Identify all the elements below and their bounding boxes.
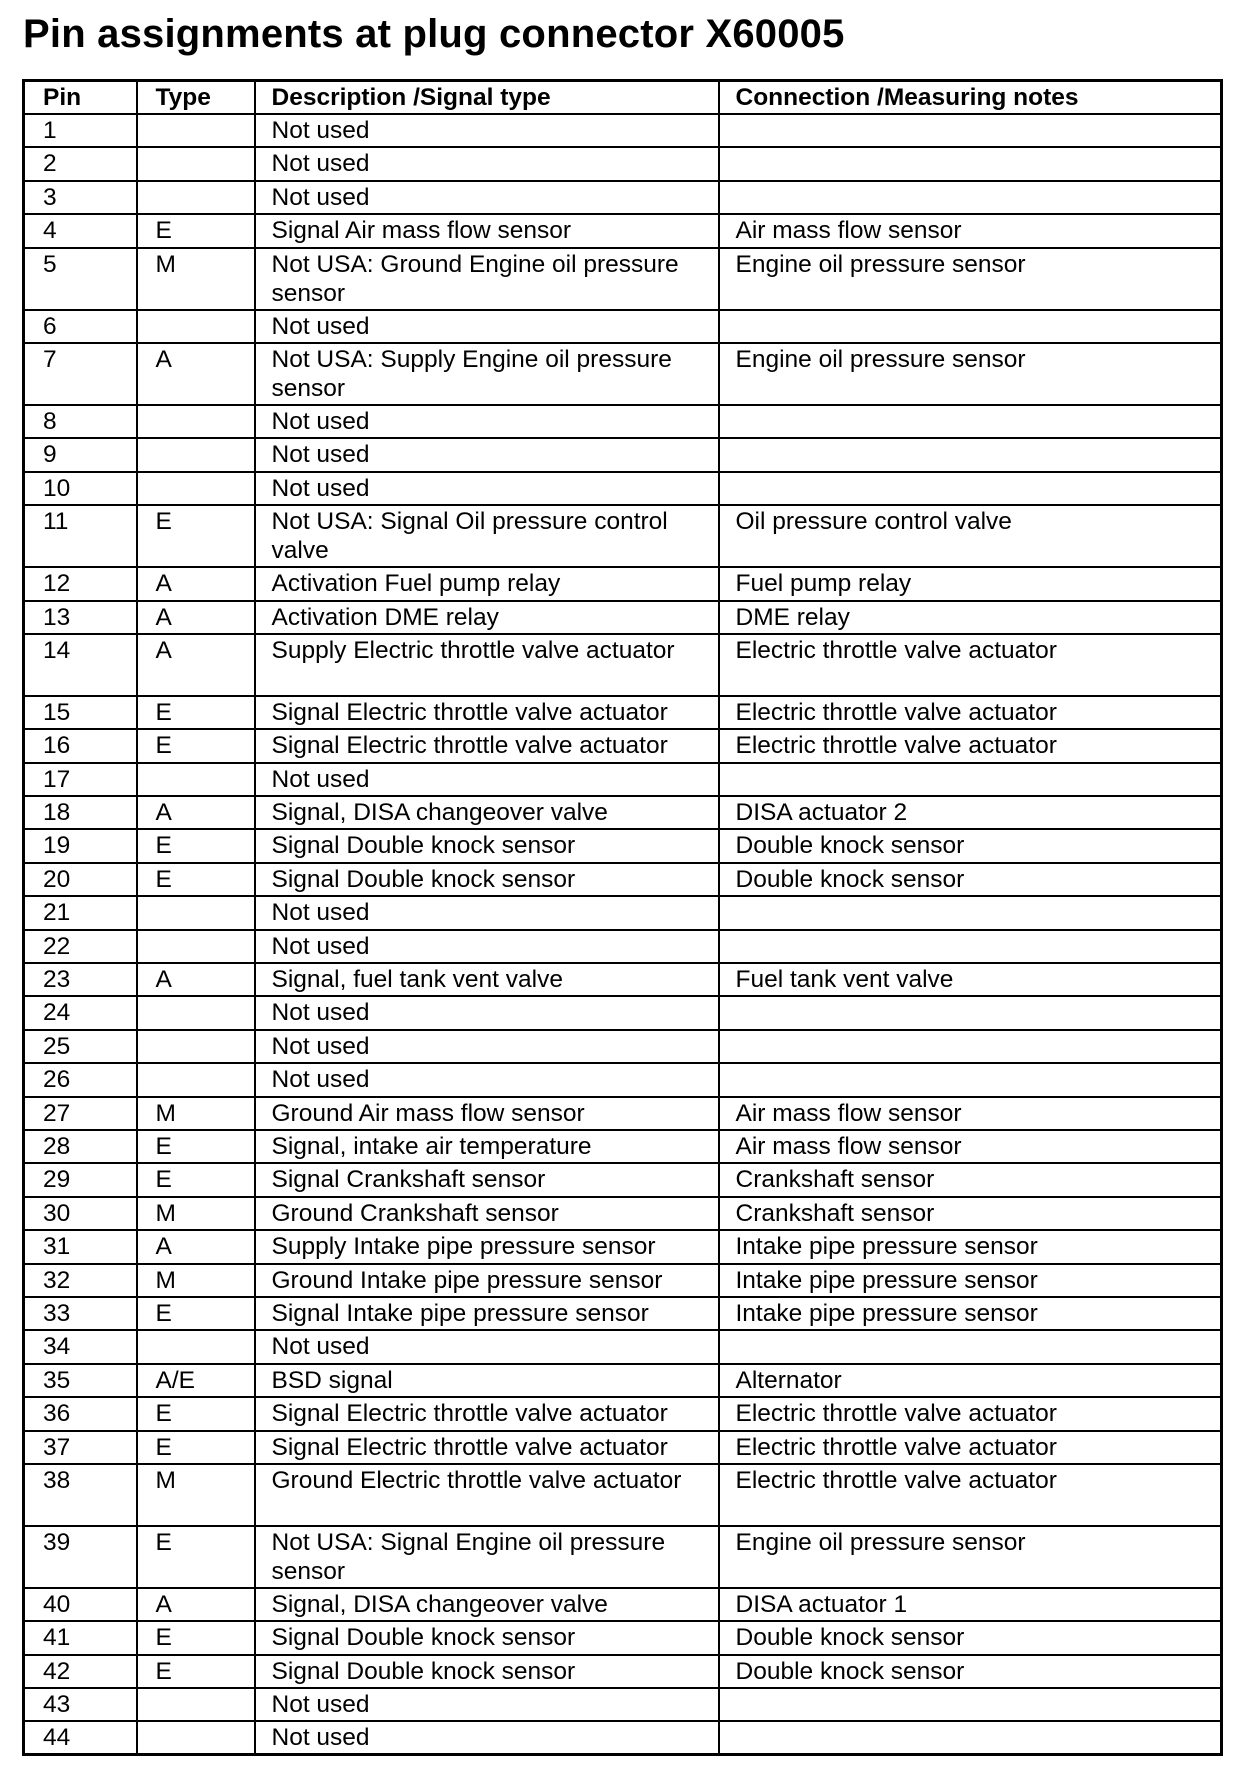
table-row bbox=[24, 1721, 1222, 1755]
type-cell bbox=[137, 763, 255, 796]
connection-cell bbox=[719, 1030, 1222, 1063]
description-cell: Not USA: Ground Engine oil pressure sensor bbox=[255, 248, 719, 310]
description-cell: Not used bbox=[255, 1063, 719, 1096]
description-cell: Ground Electric throttle valve actuator bbox=[255, 1464, 719, 1526]
description-cell: Signal, DISA changeover valve bbox=[255, 1588, 719, 1621]
connection-cell: DISA actuator 1 bbox=[719, 1588, 1222, 1621]
table-row bbox=[24, 1621, 1222, 1654]
type-cell: E bbox=[137, 729, 255, 762]
table-row bbox=[24, 405, 1222, 438]
connection-cell: Fuel tank vent valve bbox=[719, 963, 1222, 996]
table-row bbox=[24, 248, 1222, 310]
pin-cell: 19 bbox=[24, 829, 137, 862]
pin-cell: 26 bbox=[24, 1063, 137, 1096]
pin-cell: 38 bbox=[24, 1464, 137, 1526]
table-row bbox=[24, 930, 1222, 963]
pin-cell: 40 bbox=[24, 1588, 137, 1621]
description-cell: Signal Electric throttle valve actuator bbox=[255, 1431, 719, 1464]
table-row bbox=[24, 1655, 1222, 1688]
pin-cell: 34 bbox=[24, 1330, 137, 1363]
connection-cell: Double knock sensor bbox=[719, 1655, 1222, 1688]
description-cell: Signal Crankshaft sensor bbox=[255, 1163, 719, 1196]
type-cell bbox=[137, 996, 255, 1029]
type-cell: M bbox=[137, 1264, 255, 1297]
type-cell: A bbox=[137, 343, 255, 405]
pin-assignment-table bbox=[22, 79, 1223, 1756]
pin-cell: 5 bbox=[24, 248, 137, 310]
type-cell: E bbox=[137, 863, 255, 896]
type-cell: A bbox=[137, 1230, 255, 1263]
table-row bbox=[24, 796, 1222, 829]
type-cell: A bbox=[137, 634, 255, 696]
description-cell: Signal Intake pipe pressure sensor bbox=[255, 1297, 719, 1330]
description-cell: Signal Double knock sensor bbox=[255, 829, 719, 862]
description-cell: Not used bbox=[255, 996, 719, 1029]
description-cell: BSD signal bbox=[255, 1364, 719, 1397]
description-cell: Not USA: Signal Engine oil pressure sensor bbox=[255, 1526, 719, 1588]
pin-cell: 29 bbox=[24, 1163, 137, 1196]
description-cell: Not used bbox=[255, 438, 719, 471]
table-row bbox=[24, 1297, 1222, 1330]
type-cell bbox=[137, 181, 255, 214]
connection-cell: Electric throttle valve actuator bbox=[719, 1431, 1222, 1464]
type-cell: M bbox=[137, 1464, 255, 1526]
table-row bbox=[24, 1330, 1222, 1363]
connection-cell bbox=[719, 472, 1222, 505]
type-cell: E bbox=[137, 1130, 255, 1163]
description-cell: Not used bbox=[255, 930, 719, 963]
connection-cell: DME relay bbox=[719, 601, 1222, 634]
description-cell: Supply Electric throttle valve actuator bbox=[255, 634, 719, 696]
table-row bbox=[24, 829, 1222, 862]
pin-cell: 32 bbox=[24, 1264, 137, 1297]
connection-cell: Electric throttle valve actuator bbox=[719, 696, 1222, 729]
type-cell bbox=[137, 114, 255, 147]
connection-cell: Alternator bbox=[719, 1364, 1222, 1397]
connection-cell: Crankshaft sensor bbox=[719, 1197, 1222, 1230]
table-row bbox=[24, 114, 1222, 147]
connection-cell bbox=[719, 147, 1222, 180]
table-row bbox=[24, 214, 1222, 247]
page-title: Pin assignments at plug connector X60005 bbox=[23, 12, 845, 56]
type-cell: A bbox=[137, 1588, 255, 1621]
table-row bbox=[24, 1431, 1222, 1464]
connection-cell bbox=[719, 1330, 1222, 1363]
header-description: Description /Signal type bbox=[255, 81, 719, 115]
pin-cell: 31 bbox=[24, 1230, 137, 1263]
connection-cell: Electric throttle valve actuator bbox=[719, 634, 1222, 696]
type-cell bbox=[137, 1688, 255, 1721]
type-cell bbox=[137, 896, 255, 929]
pin-cell: 2 bbox=[24, 147, 137, 180]
pin-cell: 42 bbox=[24, 1655, 137, 1688]
connection-cell bbox=[719, 996, 1222, 1029]
description-cell: Ground Intake pipe pressure sensor bbox=[255, 1264, 719, 1297]
pin-cell: 9 bbox=[24, 438, 137, 471]
connection-cell: Double knock sensor bbox=[719, 829, 1222, 862]
table-row bbox=[24, 1688, 1222, 1721]
pin-cell: 30 bbox=[24, 1197, 137, 1230]
connection-cell bbox=[719, 930, 1222, 963]
type-cell: A bbox=[137, 567, 255, 600]
table-row bbox=[24, 729, 1222, 762]
connection-cell: Engine oil pressure sensor bbox=[719, 248, 1222, 310]
type-cell: M bbox=[137, 1197, 255, 1230]
type-cell bbox=[137, 930, 255, 963]
type-cell bbox=[137, 1063, 255, 1096]
connection-cell: Air mass flow sensor bbox=[719, 214, 1222, 247]
description-cell: Signal Air mass flow sensor bbox=[255, 214, 719, 247]
description-cell: Not used bbox=[255, 1688, 719, 1721]
description-cell: Signal Double knock sensor bbox=[255, 1655, 719, 1688]
pin-cell: 41 bbox=[24, 1621, 137, 1654]
table-row bbox=[24, 1526, 1222, 1588]
type-cell bbox=[137, 1030, 255, 1063]
table-row bbox=[24, 1130, 1222, 1163]
description-cell: Signal Electric throttle valve actuator bbox=[255, 696, 719, 729]
pin-cell: 33 bbox=[24, 1297, 137, 1330]
table-row bbox=[24, 1063, 1222, 1096]
connection-cell bbox=[719, 114, 1222, 147]
type-cell bbox=[137, 438, 255, 471]
header-pin: Pin bbox=[24, 81, 137, 115]
pin-cell: 16 bbox=[24, 729, 137, 762]
type-cell: A/E bbox=[137, 1364, 255, 1397]
type-cell: E bbox=[137, 505, 255, 567]
connection-cell: Intake pipe pressure sensor bbox=[719, 1264, 1222, 1297]
description-cell: Activation DME relay bbox=[255, 601, 719, 634]
pin-cell: 35 bbox=[24, 1364, 137, 1397]
table-row bbox=[24, 763, 1222, 796]
table-row bbox=[24, 1163, 1222, 1196]
table-row bbox=[24, 1230, 1222, 1263]
connection-cell bbox=[719, 1721, 1222, 1755]
description-cell: Supply Intake pipe pressure sensor bbox=[255, 1230, 719, 1263]
pin-cell: 13 bbox=[24, 601, 137, 634]
table-row bbox=[24, 1030, 1222, 1063]
table-row bbox=[24, 438, 1222, 471]
type-cell: E bbox=[137, 1621, 255, 1654]
type-cell bbox=[137, 147, 255, 180]
connection-cell: Air mass flow sensor bbox=[719, 1130, 1222, 1163]
connection-cell: Double knock sensor bbox=[719, 1621, 1222, 1654]
pin-cell: 17 bbox=[24, 763, 137, 796]
pin-cell: 23 bbox=[24, 963, 137, 996]
description-cell: Activation Fuel pump relay bbox=[255, 567, 719, 600]
table-header-row bbox=[24, 81, 1222, 115]
type-cell: E bbox=[137, 1297, 255, 1330]
connection-cell: Double knock sensor bbox=[719, 863, 1222, 896]
pin-cell: 10 bbox=[24, 472, 137, 505]
pin-cell: 4 bbox=[24, 214, 137, 247]
type-cell bbox=[137, 472, 255, 505]
pin-cell: 22 bbox=[24, 930, 137, 963]
connection-cell bbox=[719, 896, 1222, 929]
connection-cell: Engine oil pressure sensor bbox=[719, 343, 1222, 405]
table-row bbox=[24, 696, 1222, 729]
description-cell: Not used bbox=[255, 763, 719, 796]
pin-cell: 24 bbox=[24, 996, 137, 1029]
description-cell: Not USA: Signal Oil pressure control valve bbox=[255, 505, 719, 567]
type-cell: M bbox=[137, 1097, 255, 1130]
table-row bbox=[24, 181, 1222, 214]
pin-cell: 11 bbox=[24, 505, 137, 567]
pin-cell: 27 bbox=[24, 1097, 137, 1130]
table-row bbox=[24, 567, 1222, 600]
pin-cell: 39 bbox=[24, 1526, 137, 1588]
table-row bbox=[24, 1097, 1222, 1130]
type-cell bbox=[137, 1330, 255, 1363]
type-cell: A bbox=[137, 963, 255, 996]
pin-cell: 3 bbox=[24, 181, 137, 214]
pin-cell: 44 bbox=[24, 1721, 137, 1755]
pin-cell: 6 bbox=[24, 310, 137, 343]
description-cell: Not used bbox=[255, 147, 719, 180]
description-cell: Ground Air mass flow sensor bbox=[255, 1097, 719, 1130]
description-cell: Not used bbox=[255, 181, 719, 214]
pin-cell: 28 bbox=[24, 1130, 137, 1163]
description-cell: Signal, DISA changeover valve bbox=[255, 796, 719, 829]
table-row bbox=[24, 896, 1222, 929]
table-row bbox=[24, 310, 1222, 343]
connection-cell bbox=[719, 181, 1222, 214]
pin-cell: 20 bbox=[24, 863, 137, 896]
type-cell: E bbox=[137, 1431, 255, 1464]
connection-cell: DISA actuator 2 bbox=[719, 796, 1222, 829]
pin-cell: 43 bbox=[24, 1688, 137, 1721]
table-row bbox=[24, 863, 1222, 896]
type-cell: E bbox=[137, 696, 255, 729]
description-cell: Signal Electric throttle valve actuator bbox=[255, 1397, 719, 1430]
connection-cell bbox=[719, 438, 1222, 471]
description-cell: Not used bbox=[255, 310, 719, 343]
description-cell: Not used bbox=[255, 1721, 719, 1755]
table-row bbox=[24, 505, 1222, 567]
description-cell: Not used bbox=[255, 896, 719, 929]
pin-cell: 25 bbox=[24, 1030, 137, 1063]
header-type: Type bbox=[137, 81, 255, 115]
connection-cell: Engine oil pressure sensor bbox=[719, 1526, 1222, 1588]
description-cell: Signal, fuel tank vent valve bbox=[255, 963, 719, 996]
table-row bbox=[24, 601, 1222, 634]
pin-cell: 1 bbox=[24, 114, 137, 147]
type-cell: E bbox=[137, 829, 255, 862]
description-cell: Not used bbox=[255, 1330, 719, 1363]
pin-cell: 18 bbox=[24, 796, 137, 829]
table-row bbox=[24, 1588, 1222, 1621]
type-cell: E bbox=[137, 1526, 255, 1588]
description-cell: Not used bbox=[255, 472, 719, 505]
table-row bbox=[24, 147, 1222, 180]
type-cell: E bbox=[137, 214, 255, 247]
connection-cell: Electric throttle valve actuator bbox=[719, 1397, 1222, 1430]
table-row bbox=[24, 963, 1222, 996]
description-cell: Signal, intake air temperature bbox=[255, 1130, 719, 1163]
table-body bbox=[24, 114, 1222, 1755]
pin-cell: 15 bbox=[24, 696, 137, 729]
pin-cell: 21 bbox=[24, 896, 137, 929]
connection-cell: Intake pipe pressure sensor bbox=[719, 1297, 1222, 1330]
connection-cell: Electric throttle valve actuator bbox=[719, 1464, 1222, 1526]
connection-cell: Oil pressure control valve bbox=[719, 505, 1222, 567]
connection-cell: Crankshaft sensor bbox=[719, 1163, 1222, 1196]
connection-cell bbox=[719, 1688, 1222, 1721]
pin-cell: 7 bbox=[24, 343, 137, 405]
connection-cell: Intake pipe pressure sensor bbox=[719, 1230, 1222, 1263]
table-row bbox=[24, 996, 1222, 1029]
connection-cell bbox=[719, 763, 1222, 796]
header-connection: Connection /Measuring notes bbox=[719, 81, 1222, 115]
description-cell: Not used bbox=[255, 1030, 719, 1063]
table-row bbox=[24, 1364, 1222, 1397]
description-cell: Signal Double knock sensor bbox=[255, 863, 719, 896]
table-row bbox=[24, 472, 1222, 505]
description-cell: Ground Crankshaft sensor bbox=[255, 1197, 719, 1230]
type-cell: E bbox=[137, 1163, 255, 1196]
pin-cell: 12 bbox=[24, 567, 137, 600]
type-cell: E bbox=[137, 1397, 255, 1430]
type-cell: A bbox=[137, 601, 255, 634]
connection-cell bbox=[719, 310, 1222, 343]
type-cell: E bbox=[137, 1655, 255, 1688]
type-cell: M bbox=[137, 248, 255, 310]
table-row bbox=[24, 1397, 1222, 1430]
type-cell: A bbox=[137, 796, 255, 829]
pin-cell: 8 bbox=[24, 405, 137, 438]
connection-cell: Electric throttle valve actuator bbox=[719, 729, 1222, 762]
pin-cell: 14 bbox=[24, 634, 137, 696]
table-row bbox=[24, 1464, 1222, 1526]
table-row bbox=[24, 1197, 1222, 1230]
description-cell: Not used bbox=[255, 405, 719, 438]
type-cell bbox=[137, 405, 255, 438]
type-cell bbox=[137, 1721, 255, 1755]
table-row bbox=[24, 343, 1222, 405]
connection-cell: Fuel pump relay bbox=[719, 567, 1222, 600]
pin-cell: 36 bbox=[24, 1397, 137, 1430]
description-cell: Not used bbox=[255, 114, 719, 147]
description-cell: Not USA: Supply Engine oil pressure sensor bbox=[255, 343, 719, 405]
description-cell: Signal Double knock sensor bbox=[255, 1621, 719, 1654]
description-cell: Signal Electric throttle valve actuator bbox=[255, 729, 719, 762]
table-row bbox=[24, 1264, 1222, 1297]
type-cell bbox=[137, 310, 255, 343]
pin-cell: 37 bbox=[24, 1431, 137, 1464]
table-row bbox=[24, 634, 1222, 696]
connection-cell bbox=[719, 405, 1222, 438]
connection-cell bbox=[719, 1063, 1222, 1096]
connection-cell: Air mass flow sensor bbox=[719, 1097, 1222, 1130]
